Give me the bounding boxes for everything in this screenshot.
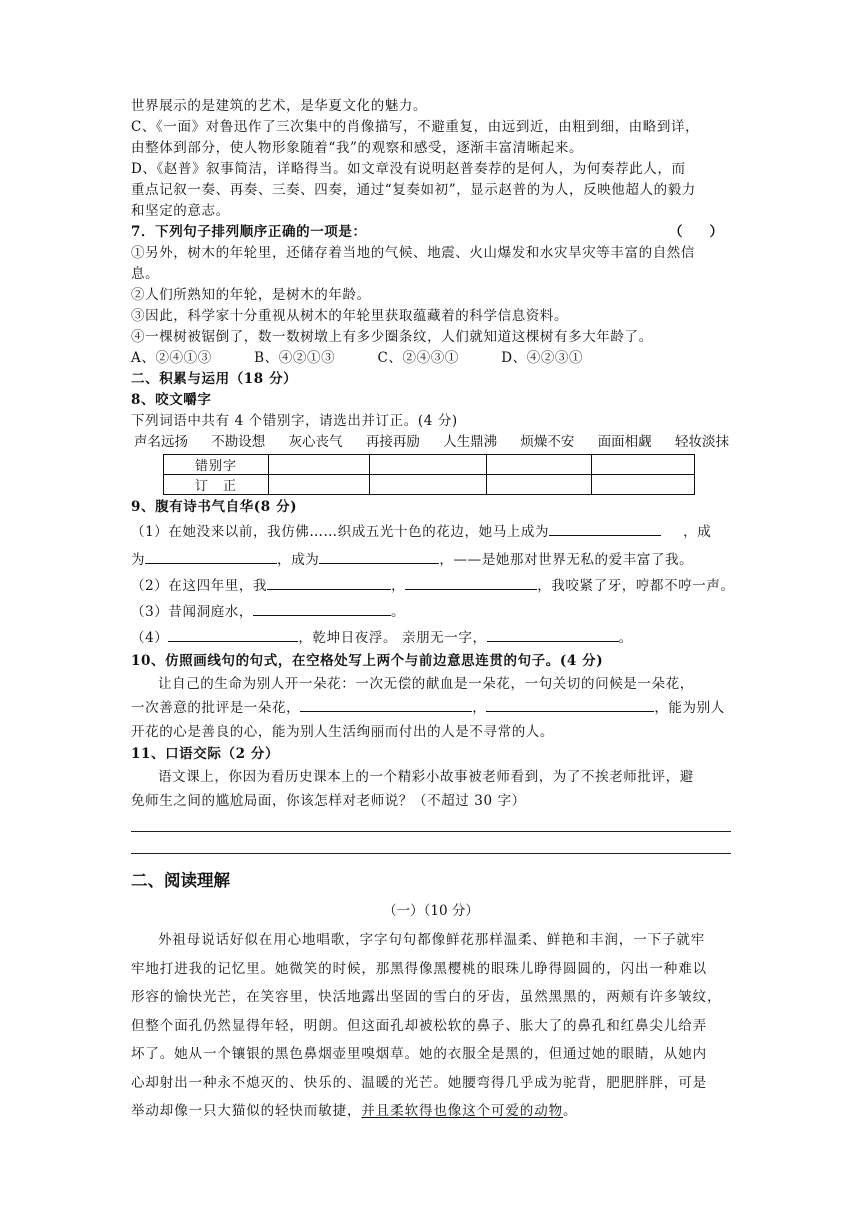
passage-line (131, 1097, 731, 1126)
answer-cell[interactable] (370, 475, 487, 495)
word-item: 人生鼎沸 (443, 434, 498, 450)
fill-blank[interactable] (319, 549, 439, 564)
exam-page (131, 96, 735, 1126)
word-item: 再接再励 (365, 434, 420, 450)
answer-cell[interactable] (592, 455, 695, 475)
question-11 (131, 744, 731, 854)
question-7-options: A、②④①③ B、④②①③ C、②④③① D、④②③① (131, 350, 584, 366)
question-8-desc: 下列词语中共有 4 个错别字，请选出并订正。(4 分) (131, 413, 458, 429)
question-9-line (131, 573, 735, 599)
question-9 (131, 497, 735, 651)
passage-line: 形容的愉快光芒，在笑容里，快活地露出坚固的雪白的牙齿，虽然黑黑的，两颊有许多皱纹， (131, 989, 722, 1005)
passage-subtitle: （一）（10 分） (383, 903, 479, 919)
table-row-label: 错别字 (164, 455, 269, 475)
passage-text: 。 (563, 1103, 578, 1119)
question-10-line (131, 696, 731, 720)
answer-paren: （ ） (669, 224, 723, 240)
answer-line[interactable] (131, 831, 731, 832)
text-line: 语文课上，你因为看历史课本上的一个精彩小故事被老师看到，为了不挨老师批评，避 (158, 769, 694, 785)
prompt-text: ， (391, 578, 406, 594)
passage-line: 外祖母说话好似在用心地唱歌，字字句句都像鲜花那样温柔、鲜艳和丰润，一下子就牢 (158, 932, 706, 948)
fill-blank[interactable] (487, 627, 619, 642)
fill-blank[interactable] (300, 697, 472, 712)
fill-blank[interactable] (405, 575, 537, 590)
answer-cell[interactable] (487, 475, 592, 495)
fill-blank[interactable] (549, 521, 661, 536)
reading-passage (131, 900, 731, 1126)
prompt-text: ，成 (683, 524, 712, 540)
passage-line: 但整个面孔仍然显得年轻，明朗。但这面孔却被松软的鼻子、胀大了的鼻孔和红鼻尖儿给弄 (131, 1017, 707, 1034)
question-9-line (131, 599, 731, 625)
question-8 (131, 390, 731, 495)
text-line: ④一棵树被锯倒了，数一数树墩上有多少圈条纹，人们就知道这棵树有多大年龄了。 (131, 329, 653, 345)
prompt-text: ，我咬紧了牙，哼都不哼一声。 (537, 578, 735, 594)
prompt-text: 。 (618, 630, 633, 646)
word-item: 声名远扬 (134, 434, 188, 450)
fill-blank[interactable] (168, 627, 298, 642)
answer-cell[interactable] (269, 475, 370, 495)
prompt-text: （3）昔闻洞庭水， (131, 604, 253, 620)
answer-cell[interactable] (487, 455, 592, 475)
text-line: ①另外，树木的年轮里，还储存着当地的气候、地震、火山爆发和水灾旱灾等丰富的自然信 (131, 245, 695, 261)
question-9-line (131, 625, 731, 651)
question-10-title: 10、仿照画线句的句式，在空格处写上两个与前边意思连贯的句子。(4 分) (131, 653, 604, 669)
question-11-title: 11、口语交际（2 分） (131, 746, 280, 762)
text-line: 免师生之间的尴尬局面，你该怎样对老师说？（不超过 30 字） (131, 793, 526, 809)
word-list (131, 432, 731, 453)
question-10 (131, 651, 731, 744)
text-line: C、《一面》对鲁迅作了三次集中的肖像描写，不避重复，由远到近，由粗到细，由略到详， (131, 119, 700, 135)
fill-blank[interactable] (145, 549, 277, 564)
answer-cell[interactable] (592, 475, 695, 495)
text-line: 和坚定的意志。 (131, 203, 230, 219)
text-line: ②人们所熟知的年轮，是树木的年龄。 (131, 287, 371, 303)
top-continuation (131, 96, 731, 222)
text-line: 重点记叙一奏、再奏、三奏、四奏，通过“复奏如初”，显示赵普的为人，反映他超人的毅力 (131, 182, 696, 198)
answer-line[interactable] (131, 853, 731, 854)
prompt-text: 为 (131, 552, 146, 568)
prompt-text: ，乾坤日夜浮。 亲朋无一字， (298, 630, 487, 646)
word-item: 灰心丧气 (288, 434, 343, 450)
prompt-text: ，——是她那对世界无私的爱丰富了我。 (439, 552, 694, 568)
question-9-line (131, 547, 731, 573)
answer-cell[interactable] (370, 455, 487, 475)
fill-blank[interactable] (267, 575, 391, 590)
prompt-text: 一次善意的批评是一朵花， (131, 700, 301, 716)
question-7-title-text: 7．下列句子排列顺序正确的一项是： (131, 224, 367, 240)
prompt-text: 。 (391, 604, 406, 620)
section-heading-reading: 二、阅读理解 (131, 871, 230, 890)
prompt-text: （4） (131, 630, 169, 646)
word-item: 面面相觑 (597, 434, 652, 450)
question-9-title: 9、腹有诗书气自华(8 分) (131, 499, 298, 515)
passage-text: 举动却像一只大猫似的轻快而敏捷， (131, 1103, 362, 1119)
text-line: 息。 (131, 266, 160, 282)
question-7 (131, 222, 731, 369)
table-row-label: 订 正 (164, 475, 269, 495)
question-8-title: 8、咬文嚼字 (131, 392, 212, 408)
prompt-text: ， (472, 700, 487, 716)
text-line: D、《赵普》叙事简洁，详略得当。如文章没有说明赵普奏荐的是何人，为何奏荐此人，而 (131, 161, 686, 177)
fill-blank[interactable] (486, 697, 654, 712)
passage-line: 牢地打进我的记忆里。她微笑的时候，那黑得像黑樱桃的眼珠儿睁得圆圆的，闪出一种难以 (131, 960, 707, 977)
text-line: 开花的心是善良的心，能为别人生活绚丽而付出的人是不寻常的人。 (131, 724, 554, 740)
fill-blank[interactable] (253, 601, 391, 616)
word-item: 烦燥不安 (520, 434, 575, 450)
word-item: 不勘设想 (211, 434, 266, 450)
prompt-text: ，能为别人 (654, 700, 725, 716)
text-line: 世界展示的是建筑的艺术，是华夏文化的魅力。 (131, 98, 428, 114)
text-line: ③因此，科学家十分重视从树木的年轮里获取蕴藏着的科学信息资料。 (131, 308, 569, 324)
prompt-text: （2）在这四年里，我 (131, 578, 268, 594)
question-9-line (131, 518, 731, 547)
question-7-title (131, 222, 731, 243)
underlined-sentence: 并且柔软得也像这个可爱的动物 (361, 1103, 564, 1119)
prompt-text: ，成为 (277, 552, 320, 568)
text-line: 让自己的生命为别人开一朵花：一次无偿的献血是一朵花，一句关切的问候是一朵花， (158, 676, 694, 692)
prompt-text: （1）在她没来以前，我仿佛……织成五光十色的花边，她马上成为 (131, 524, 550, 540)
correction-table (163, 454, 695, 495)
passage-line: 心却射出一种永不熄灭的、快乐的、温暖的光芒。她腰弯得几乎成为驼背，肥肥胖胖，可是 (131, 1074, 707, 1091)
section-heading-accumulation: 二、积累与运用（18 分） (131, 371, 298, 387)
passage-line: 坏了。她从一个镶银的黑色鼻烟壶里嗅烟草。她的衣服全是黑的，但通过她的眼睛，从她内 (131, 1046, 707, 1062)
text-line: 由整体到部分，使人物形象随着“我”的观察和感受，逐渐丰富清晰起来。 (131, 140, 584, 156)
word-item: 轻妆淡抹 (674, 434, 729, 450)
answer-cell[interactable] (269, 455, 370, 475)
